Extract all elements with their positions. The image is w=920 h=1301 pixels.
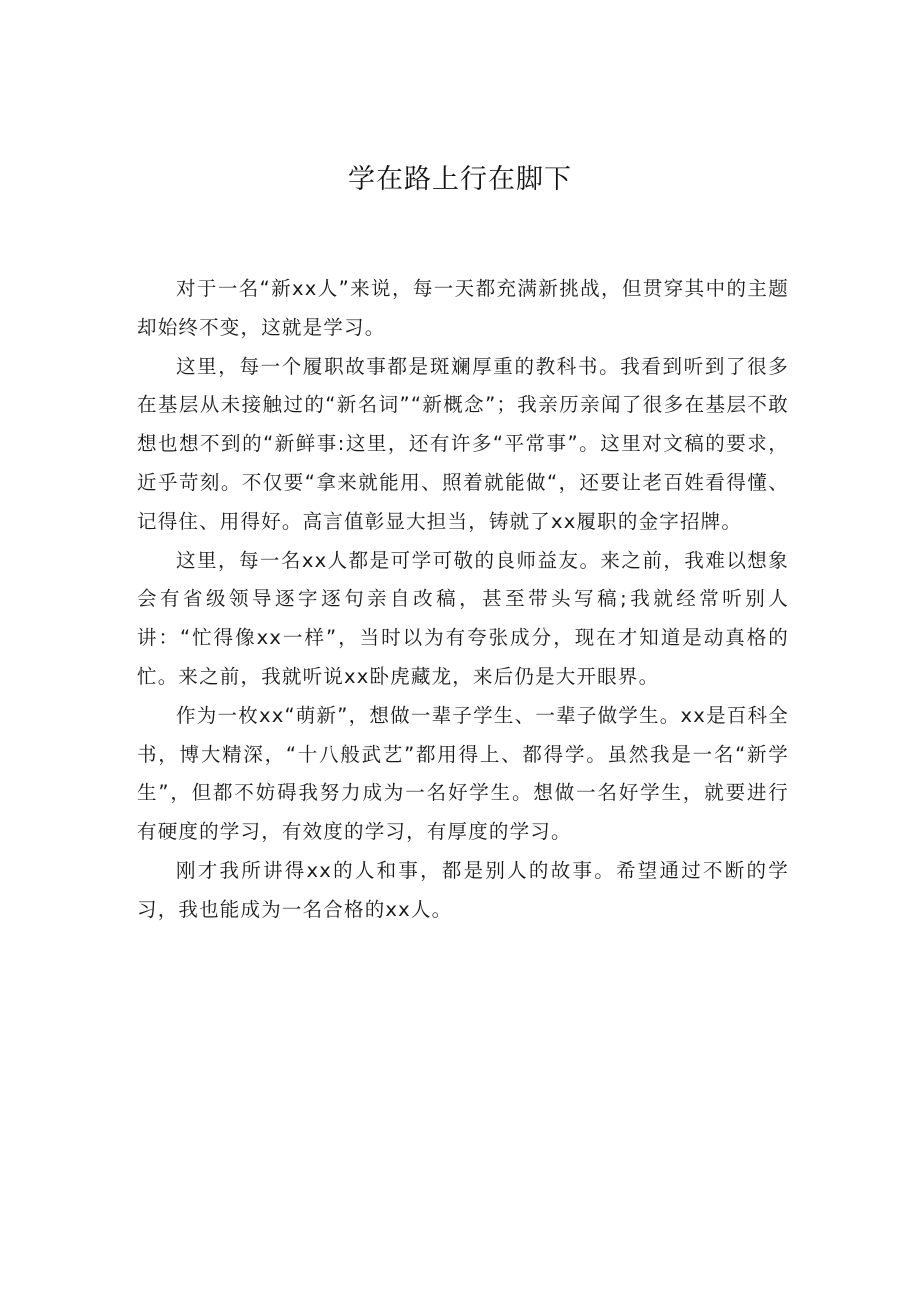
- paragraph-2: 这里，每一个履职故事都是斑斓厚重的教科书。我看到听到了很多在基层从未接触过的“新名词”“新概念”；我亲历亲闻了很多在基层不敢想也想不到的“新鲜事:这里，还有许多“平常事”。这里对文稿的要求，近乎苛刻。不仅要“拿来就能用、照着就能做“，还要让老百姓看得懂、记得住、用得好。高言值彰显大担当，铸就了xx履职的金字招牌。: [137, 354, 789, 533]
- document-title: 学在路上行在脚下: [348, 164, 572, 195]
- paragraph-4: 作为一枚xx“萌新”，想做一辈子学生、一辈子做学生。xx是百科全书，博大精深，“十八般武艺”都用得上、都得学。虽然我是一名“新学生”，但都不妨碍我努力成为一名好学生。想做一名好学生，就要进行有硬度的学习，有效度的学习，有厚度的学习。: [137, 703, 789, 844]
- paragraph-3: 这里，每一名xx人都是可学可敬的良师益友。来之前，我难以想象会有省级领导逐字逐句亲自改稿，甚至带头写稿;我就经常听别人讲：“忙得像xx一样”，当时以为有夸张成分，现在才知道是动真格的忙。来之前，我就听说xx卧虎藏龙，来后仍是大开眼界。: [137, 548, 789, 688]
- paragraph-5: 刚才我所讲得xx的人和事，都是别人的故事。希望通过不断的学习，我也能成为一名合格的xx人。: [137, 858, 789, 921]
- document-body: [137, 270, 789, 930]
- paragraph-1: 对于一名“新xx人”来说，每一天都充满新挑战，但贯穿其中的主题却始终不变，这就是学习。: [137, 277, 789, 339]
